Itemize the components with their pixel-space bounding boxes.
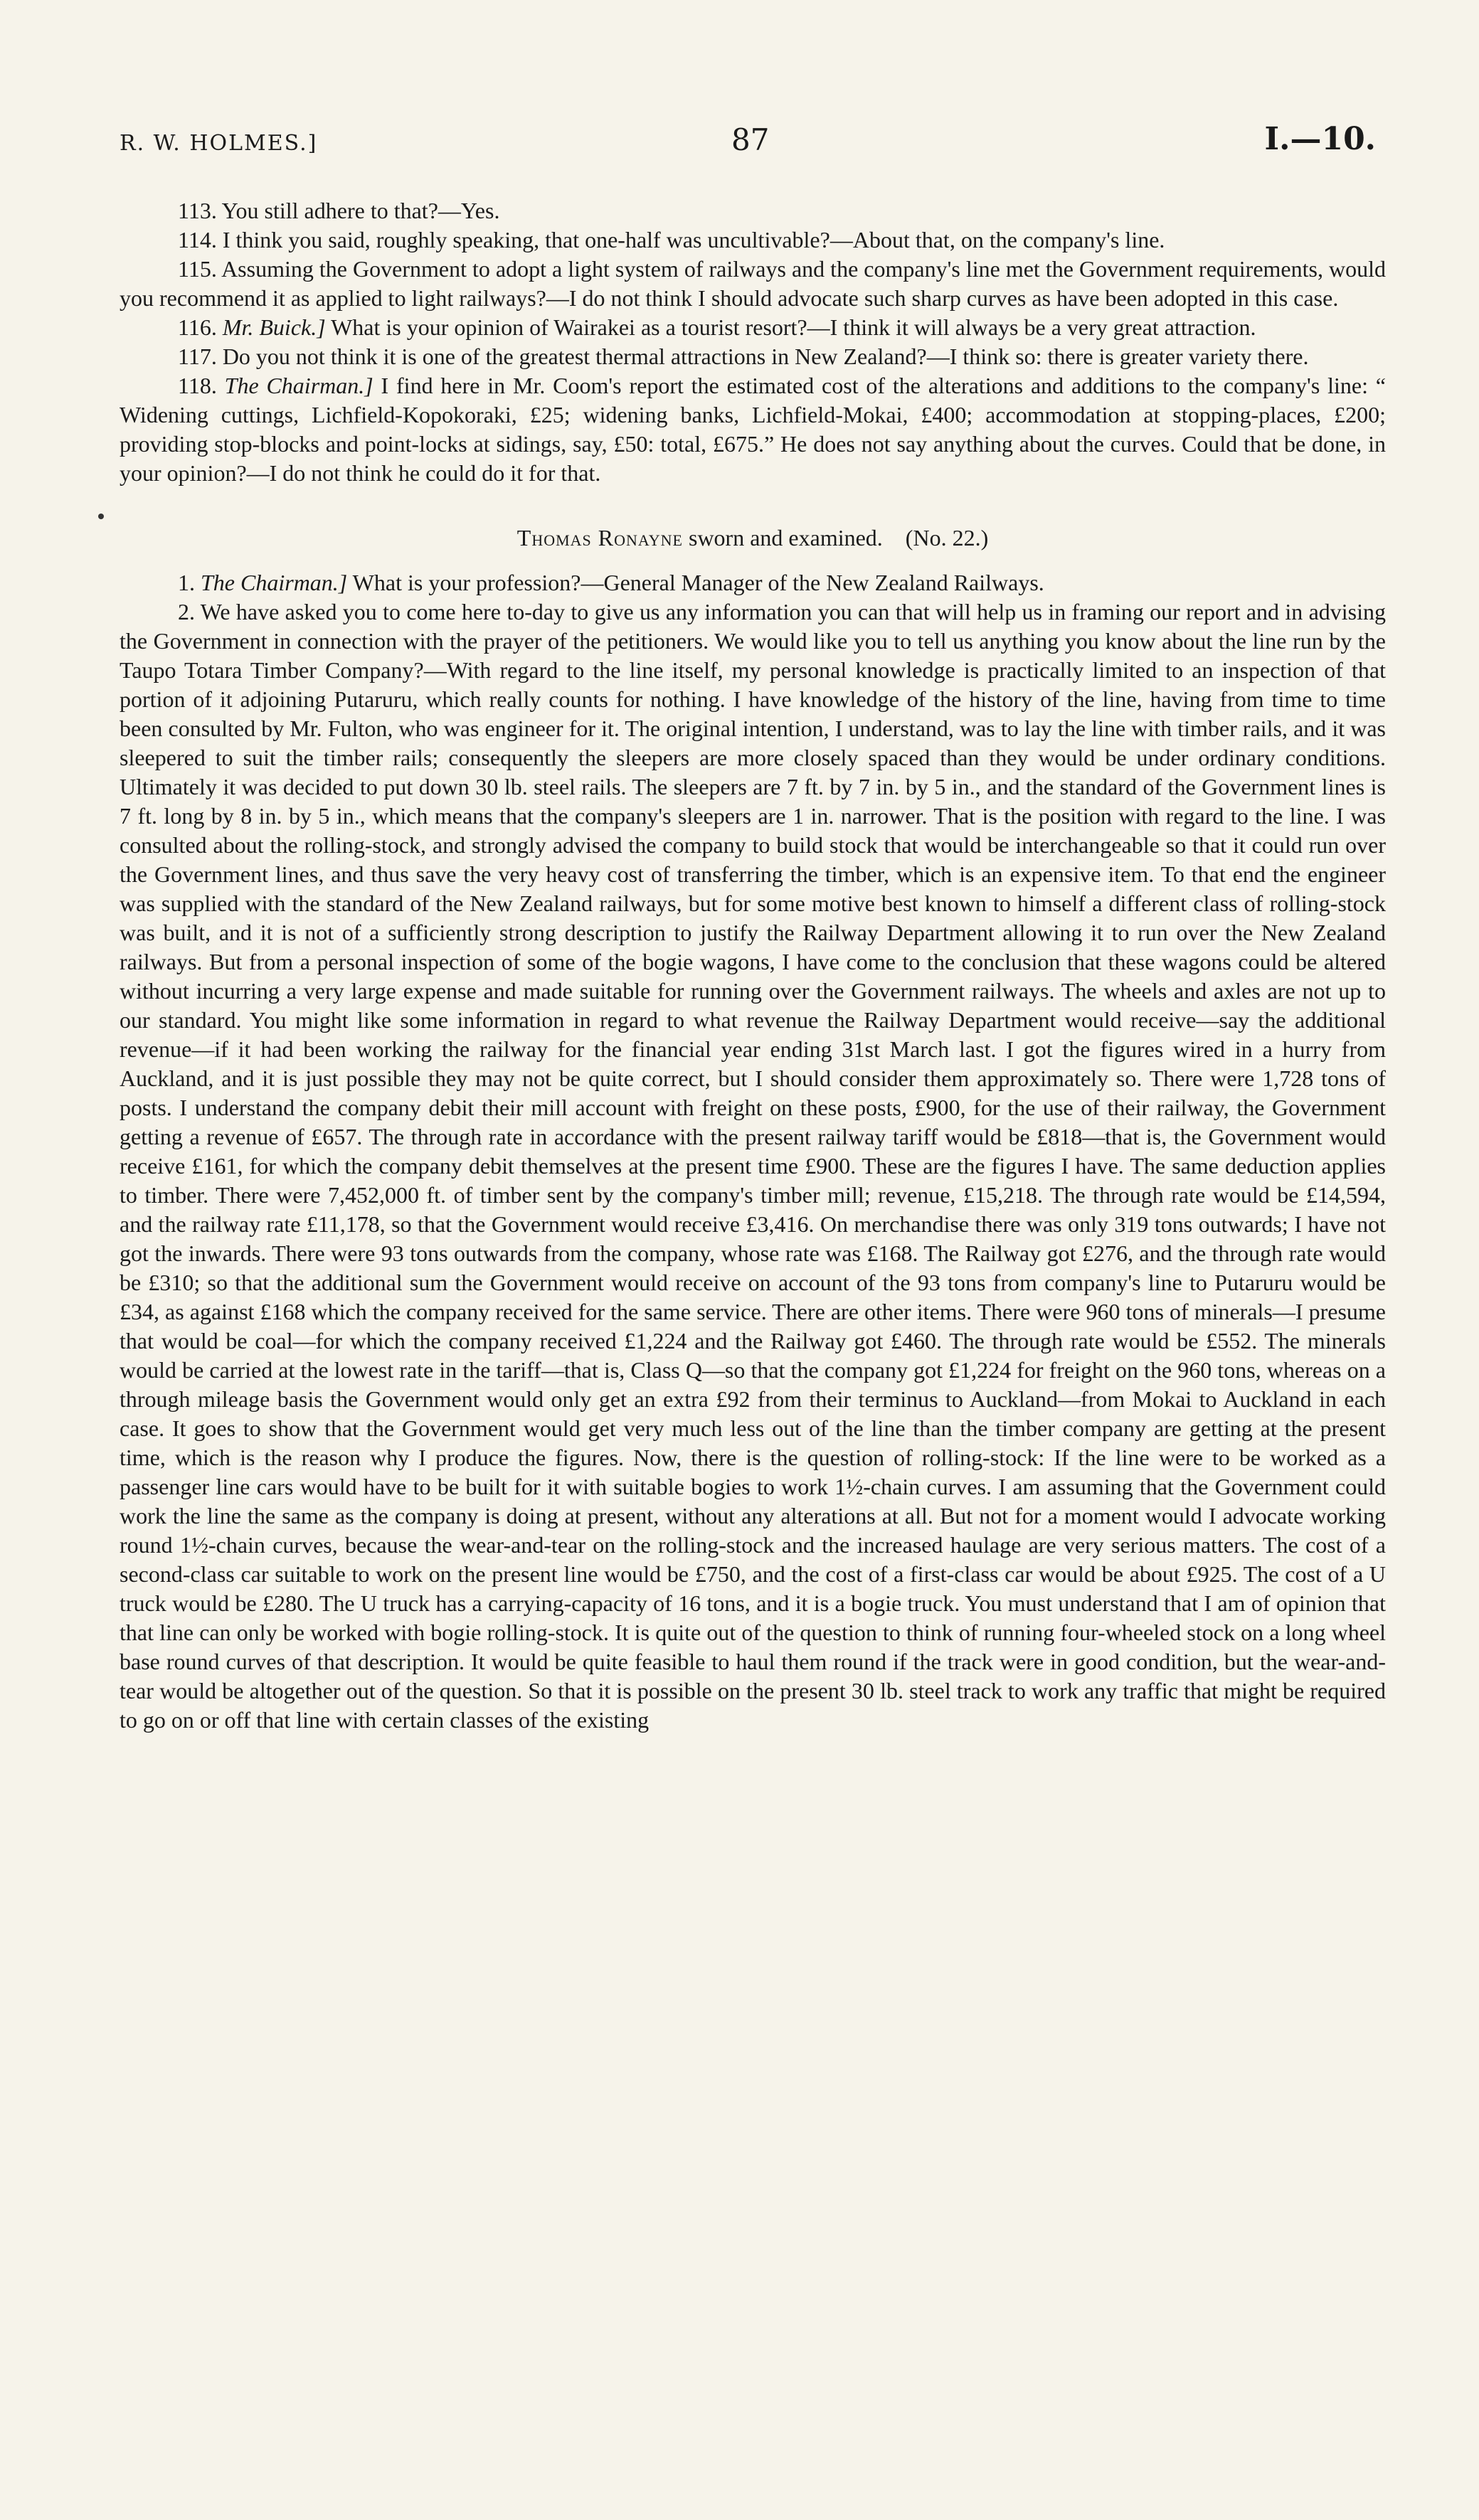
witness-status: sworn and examined. <box>688 525 883 551</box>
paragraph-text: 115. Assuming the Government to adopt a light system of railways and the company's line met the Government requirements, would you recommend it as applied to light railways?—I do not think I should advocate such sharp curves as have been adopted in this case. <box>120 256 1386 311</box>
paragraph-116 <box>120 313 1386 342</box>
paragraph-118 <box>120 371 1386 488</box>
paragraph-113 <box>120 196 1386 225</box>
paragraph-text: What is your opinion of Wairakei as a tourist resort?—I think it will always be a very great attraction. <box>325 314 1256 340</box>
speaker-label: Mr. Buick.] <box>222 314 326 340</box>
paragraph-text: 113. You still adhere to that?—Yes. <box>178 198 500 223</box>
paragraph-text: We have asked you to come here to-day to give us any information you can that will help us in framing our report and in advising the Government in connection with the prayer of the petitioners. We would like you to tell us anything you know about the line run by the Taupo Totara Timber Company?—With regard to the line itself, my personal knowledge is practically limited to an inspection of that portion of it adjoining Putaruru, which really counts for nothing. I have knowledge of the history of the line, having from time to time been consulted by Mr. Fulton, who was engineer for it. The original intention, I understand, was to lay the line with timber rails, and it was sleepered to suit the timber rails; consequently the sleepers are more closely spaced than they would be under ordinary conditions. Ultimately it was decided to put down 30 lb. steel rails. The sleepers are 7 ft. by 7 in. by 5 in., and the standard of the Government lines is 7 ft. long by 8 in. by 5 in., which means that the company's sleepers are 1 in. narrower. That is the position with regard to the line. I was consulted about the rolling-stock, and strongly advised the company to build stock that would be interchangeable so that it could run over the Government lines, and thus save the very heavy cost of transferring the timber, which is an expensive item. To that end the engineer was supplied with the standard of the New Zealand railways, but for some motive best known to himself a different class of rolling-stock was built, and it is not of a sufficiently strong description to justify the Railway Department allowing it to run over the New Zealand railways. But from a personal inspection of some of the bogie wagons, I have come to the conclusion that these wagons could be altered without incurring a very large expense and made suitable for running over the Government railways. The wheels and axles are not up to our standard. You might like some information in regard to what revenue the Railway Department would receive—say the additional revenue—if it had been working the railway for the financial year ending 31st March last. I got the figures wired in a hurry from Auckland, and it is just possible they may not be quite correct, but I should consider them approximately so. There were 1,728 tons of posts. I understand the company debit their mill account with freight on these posts, £900, for the use of their railway, the Government getting a revenue of £657. The through rate in accordance with the present railway tariff would be £818—that is, the Government would receive £161, for which the company debit themselves at the present time £900. These are the figures I have. The same deduction applies to timber. There were 7,452,000 ft. of timber sent by the company's timber mill; revenue, £15,218. The through rate would be £14,594, and the railway rate £11,178, so that the Government would receive £3,416. On merchandise there was only 319 tons outwards; I have not got the inwards. There were 93 tons outwards from the company, whose rate was £168. The Railway got £276, and the through rate would be £310; so that the additional sum the Government would receive on account of the 93 tons from company's line to Putaruru would be £34, as against £168 which the company received for the same service. There are other items. There were 960 tons of minerals—I presume that would be coal—for which the company received £1,224 and the Railway got £460. The through rate would be £552. The minerals would be carried at the lowest rate in the tariff—that is, Class Q—so that the company got £1,224 for freight on the 960 tons, whereas on a through mileage basis the Government would only get an extra £92 from their terminus to Auckland—from Mokai to Auckland in each case. It goes to show that the Government would get very much less out of the line than the timber company are getting at the present time, which is the reason why I produce the figures. Now, there is the question of rolling-stock: If the line were to be worked as a passenger line cars would have to be built for it with suitable bogies to work 1½-chain curves. I am assuming that the Government could work the line the same as the company is doing at present, without any alterations at all. But not for a moment would I advocate working round 1½-chain curves, because the wear-and-tear on the rolling-stock and the increased haulage are very serious matters. The cost of a second-class car suitable to work on the present line would be £750, and the cost of a first-class car would be about £925. The cost of a U truck would be £280. The U truck has a carrying-capacity of 16 tons, and it is a bogie truck. You must understand that I am of opinion that that line can only be worked with bogie rolling-stock. It is quite out of the question to think of running four-wheeled stock on a long wheel base round curves of that description. It would be quite feasible to haul them round if the track were in good condition, but the wear-and-tear would be altogether out of the question. So that it is possible on the present 30 lb. steel track to work any traffic that might be required to go on or off that line with certain classes of the existing <box>120 599 1387 1733</box>
paragraph-text: 114. I think you said, roughly speaking, that one-half was uncultivable?—About that, on the company's line. <box>178 227 1165 252</box>
paragraph-115 <box>120 255 1386 313</box>
paragraph-number: 116. <box>178 314 217 340</box>
question-2 <box>120 597 1386 1735</box>
paragraph-number: 1. <box>178 570 195 595</box>
paragraph-114 <box>120 225 1386 255</box>
question-1 <box>120 568 1386 597</box>
witness-number: (No. 22.) <box>905 525 989 551</box>
margin-mark <box>98 514 104 519</box>
witness-name: Thomas Ronayne <box>516 525 683 551</box>
witness-running-head: R. W. HOLMES.] <box>120 131 318 156</box>
speaker-label: The Chairman.] <box>201 570 348 595</box>
paragraph-117 <box>120 342 1386 371</box>
page-body <box>120 196 1386 1735</box>
witness-heading <box>120 523 1386 553</box>
paragraph-text: What is your profession?—General Manager of the New Zealand Railways. <box>347 570 1044 595</box>
page-number: 87 <box>731 122 770 157</box>
paragraph-text: 117. Do you not think it is one of the greatest thermal attractions in New Zealand?—I think so: there is greater variety there. <box>178 344 1309 369</box>
paragraph-text: I find here in Mr. Coom's report the estimated cost of the alterations and additions to the company's line: “ Widening cuttings, Lichfield-Kopokoraki, £25; widening banks, Lichfield-Mokai, £400; accommodation at stopping-places, £200; providing stop-blocks and point-locks at sidings, say, £50: total, £675.” He does not say anything about the curves. Could that be done, in your opinion?—I do not think he could do it for that. <box>120 373 1387 486</box>
paragraph-number: 118. <box>178 373 217 398</box>
page-header <box>120 119 1386 162</box>
speaker-label: The Chairman.] <box>224 373 373 398</box>
report-code: I.—10. <box>1264 121 1376 157</box>
paragraph-number: 2. <box>178 599 195 624</box>
